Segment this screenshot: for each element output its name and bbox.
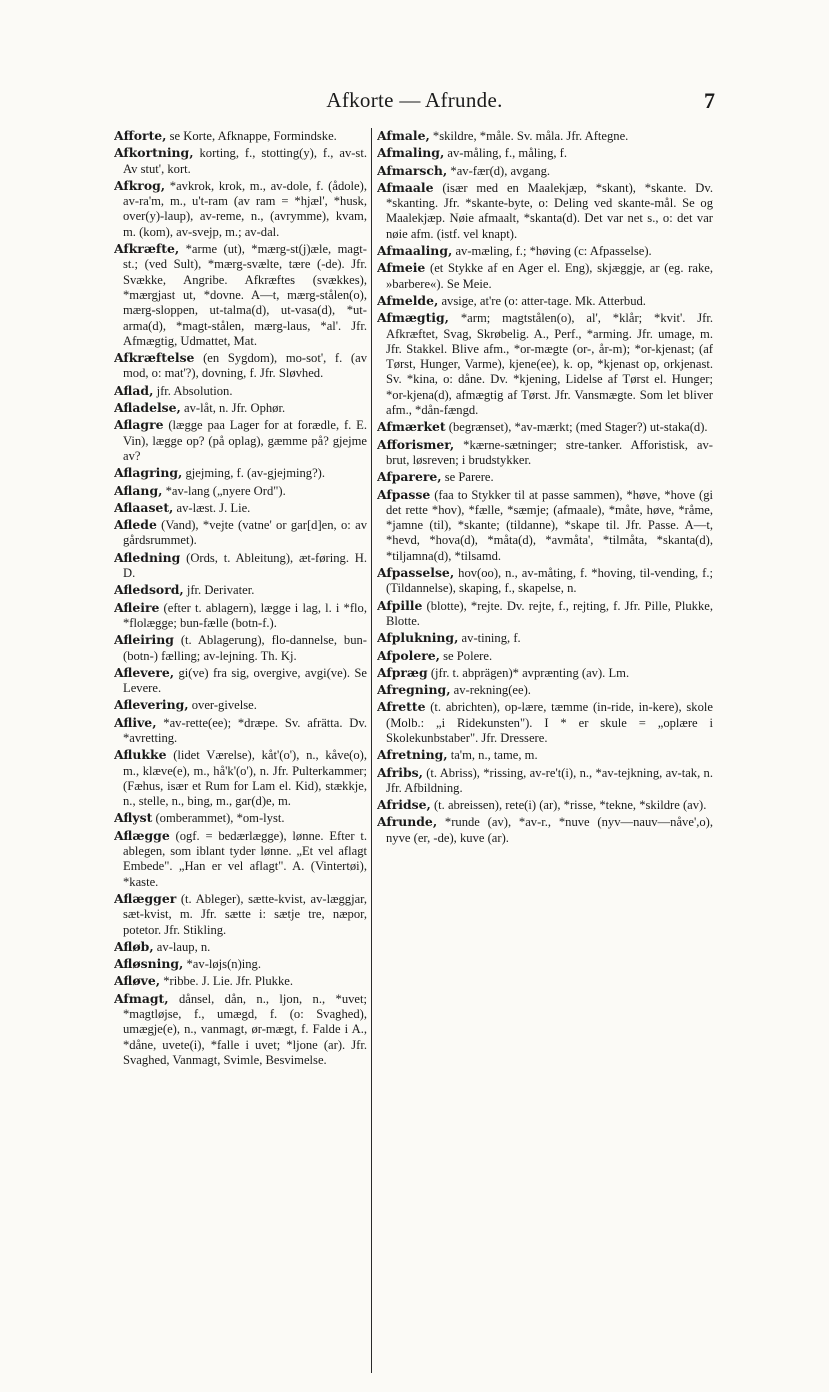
dictionary-entry [114,991,367,1068]
dictionary-entry [114,465,367,481]
dictionary-entry [114,810,367,826]
entry-definition: gjejming, f. (av-gjejming?). [182,466,326,481]
entry-headword: Afforte, [114,128,167,143]
entry-definition: (efter t. ablagern), lægge i lag, l. i *flo, *flolægge; bun-fælle (botn-f.). [123,600,367,630]
entry-headword: Aflaaset, [114,499,174,515]
entry-definition: *kærne-sætninger; stre-tanker. Afforistisk, av-brut, løsreven; i brudstykker. [386,437,713,467]
entry-headword: Afmægtig, [377,310,449,326]
entry-definition: av-mæling, f.; *høving (c: Afpasselse). [452,244,652,259]
entry-definition: av-rekning(ee). [450,683,531,698]
dictionary-entry [114,178,367,240]
entry-definition: (t. Ablagerung), flo-dannelse, bun-(botn-) fælling; av-lejning. Th. Kj. [123,633,367,663]
entry-definition: *runde (av), *av-r., *nuve (nyv—nauv—nåve',o), nyve (er, -de), kuve (ar). [386,815,713,845]
entry-headword: Afløb, [114,938,154,954]
entry-definition: (ogf. = bedærlægge), lønne. Efter t. ablegen, som iblant tyder lønne. „Et vel aflagt Embede". „Han er vel aflagt". A. (Vintertøi), *kaste. [123,828,367,889]
entry-headword: Afparere, [377,469,442,485]
dictionary-entry [114,973,367,989]
entry-definition: (t. Abriss), *rissing, av-re't(i), n., *av-tejkning, av-tak, n. Jfr. Afbildning. [386,765,713,795]
entry-definition: (faa to Stykker til at passe sammen), *høve, *hove (gi det rette *hov), *fælle, *sæmje; (afmaale), *måte, høve, *råme, *jamne (til), *skante; (tildanne), *skape til. Jfr. Passe. A—t, *hevd, *hova(d), *måta(d), *avmåta', *tilmåta, *skanta(d), *tiljamna(d), *tilsamd. [386,487,713,563]
dictionary-entry [377,630,713,646]
dictionary-entry [114,715,367,747]
dictionary-entry [114,956,367,972]
dictionary-entry [114,632,367,664]
entry-headword: Afmaale [377,179,434,195]
entry-definition: hov(oo), n., av-måting, f. *hoving, til-vending, f.; (Tildannelse), skaping, f., skapelse, n. [386,566,713,596]
entry-definition: *avkrok, krok, m., av-dole, f. (ådole), av-ra'm, m., u't-ram (av ram = *hjæl', *husk, over(y)-laup), av-reme, n., (avrymme), kvam, m. (kom), av-svejp, m.; av-dal. [123,178,367,239]
dictionary-entry [377,128,713,144]
dictionary-entry [114,128,367,144]
entry-headword: Afpræg [377,664,428,680]
entry-definition: jfr. Absolution. [153,383,233,398]
entry-headword: Afrunde, [377,814,438,830]
entry-definition: (især med en Maalekjæp, *skant), *skante. Dv. *skanting. Jfr. *skante-byte, o: Deling ved skante-mål. Se og Maalekjæp. Nøie afmaalt, *skanta(d). Det var net s., o: det var nøie afm. (istf. vel knapt). [386,180,713,241]
entry-definition: *skildre, *måle. Sv. måla. Jfr. Aftegne. [429,129,629,143]
entry-headword: Afridse, [377,797,431,813]
entry-definition: ta'm, n., tame, m. [447,748,538,763]
left-column [114,128,367,1373]
dictionary-entry [114,417,367,464]
entry-headword: Afløve, [114,973,161,989]
entry-headword: Aflede [114,517,157,533]
entry-definition: se Korte, Afknappe, Formindske. [166,129,337,143]
entry-definition: over-givelse. [188,698,257,713]
page-header [0,88,829,118]
entry-headword: Afmelde, [377,292,439,308]
entry-definition: (t. abrichten), op-lære, tæmme (in-ride, in-kere), skole (Molb.: „i Ridekunsten"). I * er skule = „oplære i Skolekunbstaber". Jfr. Dressere. [386,700,713,745]
dictionary-entry [377,565,713,597]
entry-headword: Aflægger [114,890,177,906]
dictionary-entry [114,400,367,416]
dictionary-entry [377,797,713,813]
entry-headword: Aflagre [114,417,164,433]
dictionary-entry [377,163,713,179]
entry-definition: avsige, at're (o: atter-tage. Mk. Atterbud. [438,293,646,308]
entry-headword: Afladelse, [114,400,181,416]
dictionary-entry [377,648,713,664]
entry-headword: Afforismer, [377,436,455,452]
dictionary-entry [377,419,713,435]
entry-definition: (begrænset), *av-mærkt; (med Stager?) ut-staka(d). [445,420,708,435]
dictionary-entry [377,243,713,259]
entry-headword: Afmarsch, [377,162,448,178]
dictionary-entry [377,469,713,485]
page-number: 7 [704,88,715,113]
entry-definition: (Vand), *vejte (vatne' or gar[d]en, o: av gårdsrummet). [123,518,367,548]
entry-headword: Afkortning, [114,145,194,161]
dictionary-entry [114,697,367,713]
entry-headword: Aflive, [114,714,157,730]
dictionary-entry [114,145,367,177]
entry-definition: (et Stykke af en Ager el. Eng), skjæggje, ar (eg. rake, »barbere«). Se Meie. [386,261,713,291]
entry-definition: (en Sygdom), mo-sot', f. (av mod, o: mat'?), dovning, f. Jfr. Sløvhed. [123,351,367,381]
dictionary-entry [377,145,713,161]
entry-headword: Aflevering, [114,697,189,713]
dictionary-entry [114,241,367,349]
dictionary-entry [114,582,367,598]
dictionary-entry [114,939,367,955]
entry-definition: (omberammet), *om-lyst. [152,811,285,826]
entry-headword: Afmale, [377,128,430,143]
entry-definition: dånsel, dån, n., ljon, n., *uvet; *magtløjse, f., umægd, f. (o: Svaghed), umægje(e), n., vanmagt, ør-mægt, f. Falde i A., *dåne, uvete(i), *falle i uvet; *ljone (ar). Jfr. Svaghed, Vanmagt, Svimle, Besvimelse. [123,991,367,1067]
entry-headword: Aflukke [114,747,167,763]
entry-definition: (lidet Værelse), kåt'(o'), n., kåve(o), m., klæve(e), m., hå'k'(o'), n. Jfr. Pulterkammer; (Fæhus, især et Rum for Lam el. Kid), stækkje, n., stelle, n., bing, m., gar(d)e, m. [123,748,367,809]
entry-definition: *av-løjs(n)ing. [183,957,262,972]
entry-definition: (Ords, t. Ableitung), æt-føring. H. D. [123,550,367,581]
entry-headword: Afmaaling, [377,243,453,259]
dictionary-entry [377,437,713,469]
entry-definition: korting, f., stotting(y), f., av-st. Av stut', kort. [123,146,367,176]
dictionary-entry [114,600,367,632]
entry-headword: Aflang, [114,482,163,498]
entry-headword: Afribs, [377,764,423,780]
entry-headword: Afleire [114,599,160,615]
entry-headword: Afledning [114,549,181,565]
dictionary-entry [377,682,713,698]
entry-headword: Afpolere, [377,647,440,663]
entry-definition: av-tining, f. [458,631,521,646]
entry-headword: Afmærket [377,419,446,435]
dictionary-entry [377,699,713,746]
entry-headword: Aflyst [114,810,153,826]
dictionary-entry [114,500,367,516]
entry-headword: Aflad, [114,382,154,398]
dictionary-entry [377,598,713,630]
entry-headword: Afregning, [377,682,451,698]
dictionary-entry [377,765,713,797]
dictionary-entry [114,747,367,809]
dictionary-entry [114,517,367,549]
entry-headword: Afpille [377,597,423,613]
entry-headword: Afretning, [377,747,448,763]
entry-headword: Aflevere, [114,664,175,680]
entry-definition: (t. Ableger), sætte-kvist, av-læggjar, sæt-kvist, m. Jfr. sætte i: sætje tre, næpor, potetor. Jfr. Stikling. [123,891,367,937]
entry-definition: *arme (ut), *mærg-st(j)æle, magt-st.; (ved Sult), *mærg-svælte, tære (-de). Jfr. Svække, Angribe. Afkræftes (svækkes), *mærgjast ut, *dovne. A—t, mærg-stålen(o), mærg-sloppen, ut-talma(d), ut-vasa(d), *ut-arma(d), *magt-stålen, mærg-laus, *al'. Jfr. Afmægtig, Udmattet, Mat. [123,242,367,348]
entry-definition: se Parere. [441,470,494,485]
column-divider [371,128,372,1373]
entry-headword: Aflagring, [114,465,183,481]
dictionary-entry [377,814,713,846]
entry-definition: *arm; magtstålen(o), al', *klår; *kvit'. Jfr. Afkræftet, Svag, Skrøbelig. A., Perf., *arming. Jfr. umage, m. Jfr. Stakkel. Blive afm., *or-mægte (or-, år-m); *or-kjenast; (af Tørst, Hunger, Varme), kjene(ee), k. op, *kjenast op, orkjenast. Sv. *kina, o: dåne. Dv. *kjening, Lidelse af Tørst el. Hunger; *or-kjena(d), afmægtig af Tørst. Jfr. Vansmægte. Som let bliver afm., *dån-fængd. [386,311,713,418]
entry-headword: Afpasselse, [377,565,455,581]
entry-definition: *av-lang („nyere Ord"). [162,483,286,498]
dictionary-entry [377,293,713,309]
entry-headword: Afkræftelse [114,350,195,366]
entry-headword: Afledsord, [114,582,184,598]
dictionary-entry [377,310,713,418]
entry-definition: (t. abreissen), rete(i) (ar), *risse, *tekne, *skildre (av). [430,798,707,813]
entry-headword: Afløsning, [114,956,184,972]
entry-headword: Afrette [377,699,426,715]
dictionary-entry [114,550,367,582]
entry-headword: Afmeie [377,260,426,276]
dictionary-entry [377,747,713,763]
entry-definition: *ribbe. J. Lie. Jfr. Plukke. [160,974,293,989]
entry-definition: *av-fær(d), avgang. [447,163,551,178]
dictionary-entry [377,487,713,564]
dictionary-entry [377,260,713,292]
entry-definition: gi(ve) fra sig, overgive, avgi(ve). Se Levere. [123,665,367,696]
entry-headword: Afmaling, [377,145,445,161]
entry-headword: Afkræfte, [114,241,180,257]
entry-definition: av-læst. J. Lie. [173,500,251,515]
dictionary-entry [114,350,367,382]
dictionary-entry [114,891,367,938]
dictionary-entry [377,665,713,681]
entry-headword: Afplukning, [377,630,459,646]
entry-definition: (jfr. t. abprägen)* avprænting (av). Lm. [427,665,630,680]
entry-definition: se Polere. [439,648,493,663]
right-column [377,128,713,1373]
dictionary-entry [114,665,367,697]
entry-definition: av-måling, f., måling, f. [444,146,568,161]
running-head: Afkorte — Afrunde. [326,88,503,112]
entry-headword: Afkrog, [114,177,166,193]
entry-headword: Afmagt, [114,990,169,1006]
entry-definition: jfr. Derivater. [183,583,255,598]
entry-definition: (blotte), *rejte. Dv. rejte, f., rejting, f. Jfr. Pille, Plukke, Blotte. [386,598,713,628]
entry-definition: *av-rette(ee); *dræpe. Sv. afrätta. Dv. *avretting. [123,715,367,745]
entry-definition: av-låt, n. Jfr. Ophør. [180,401,286,416]
dictionary-entry [114,383,367,399]
entry-definition: av-laup, n. [153,939,211,954]
entry-headword: Afpasse [377,486,431,502]
entry-definition: (lægge paa Lager for at forædle, f. E. Vin), lægge op? (på oplag), gæmme på? gjejme av? [123,418,367,463]
dictionary-entry [377,180,713,242]
entry-headword: Aflægge [114,827,170,843]
entry-headword: Afleiring [114,632,174,648]
dictionary-entry [114,483,367,499]
dictionary-entry [114,828,367,890]
